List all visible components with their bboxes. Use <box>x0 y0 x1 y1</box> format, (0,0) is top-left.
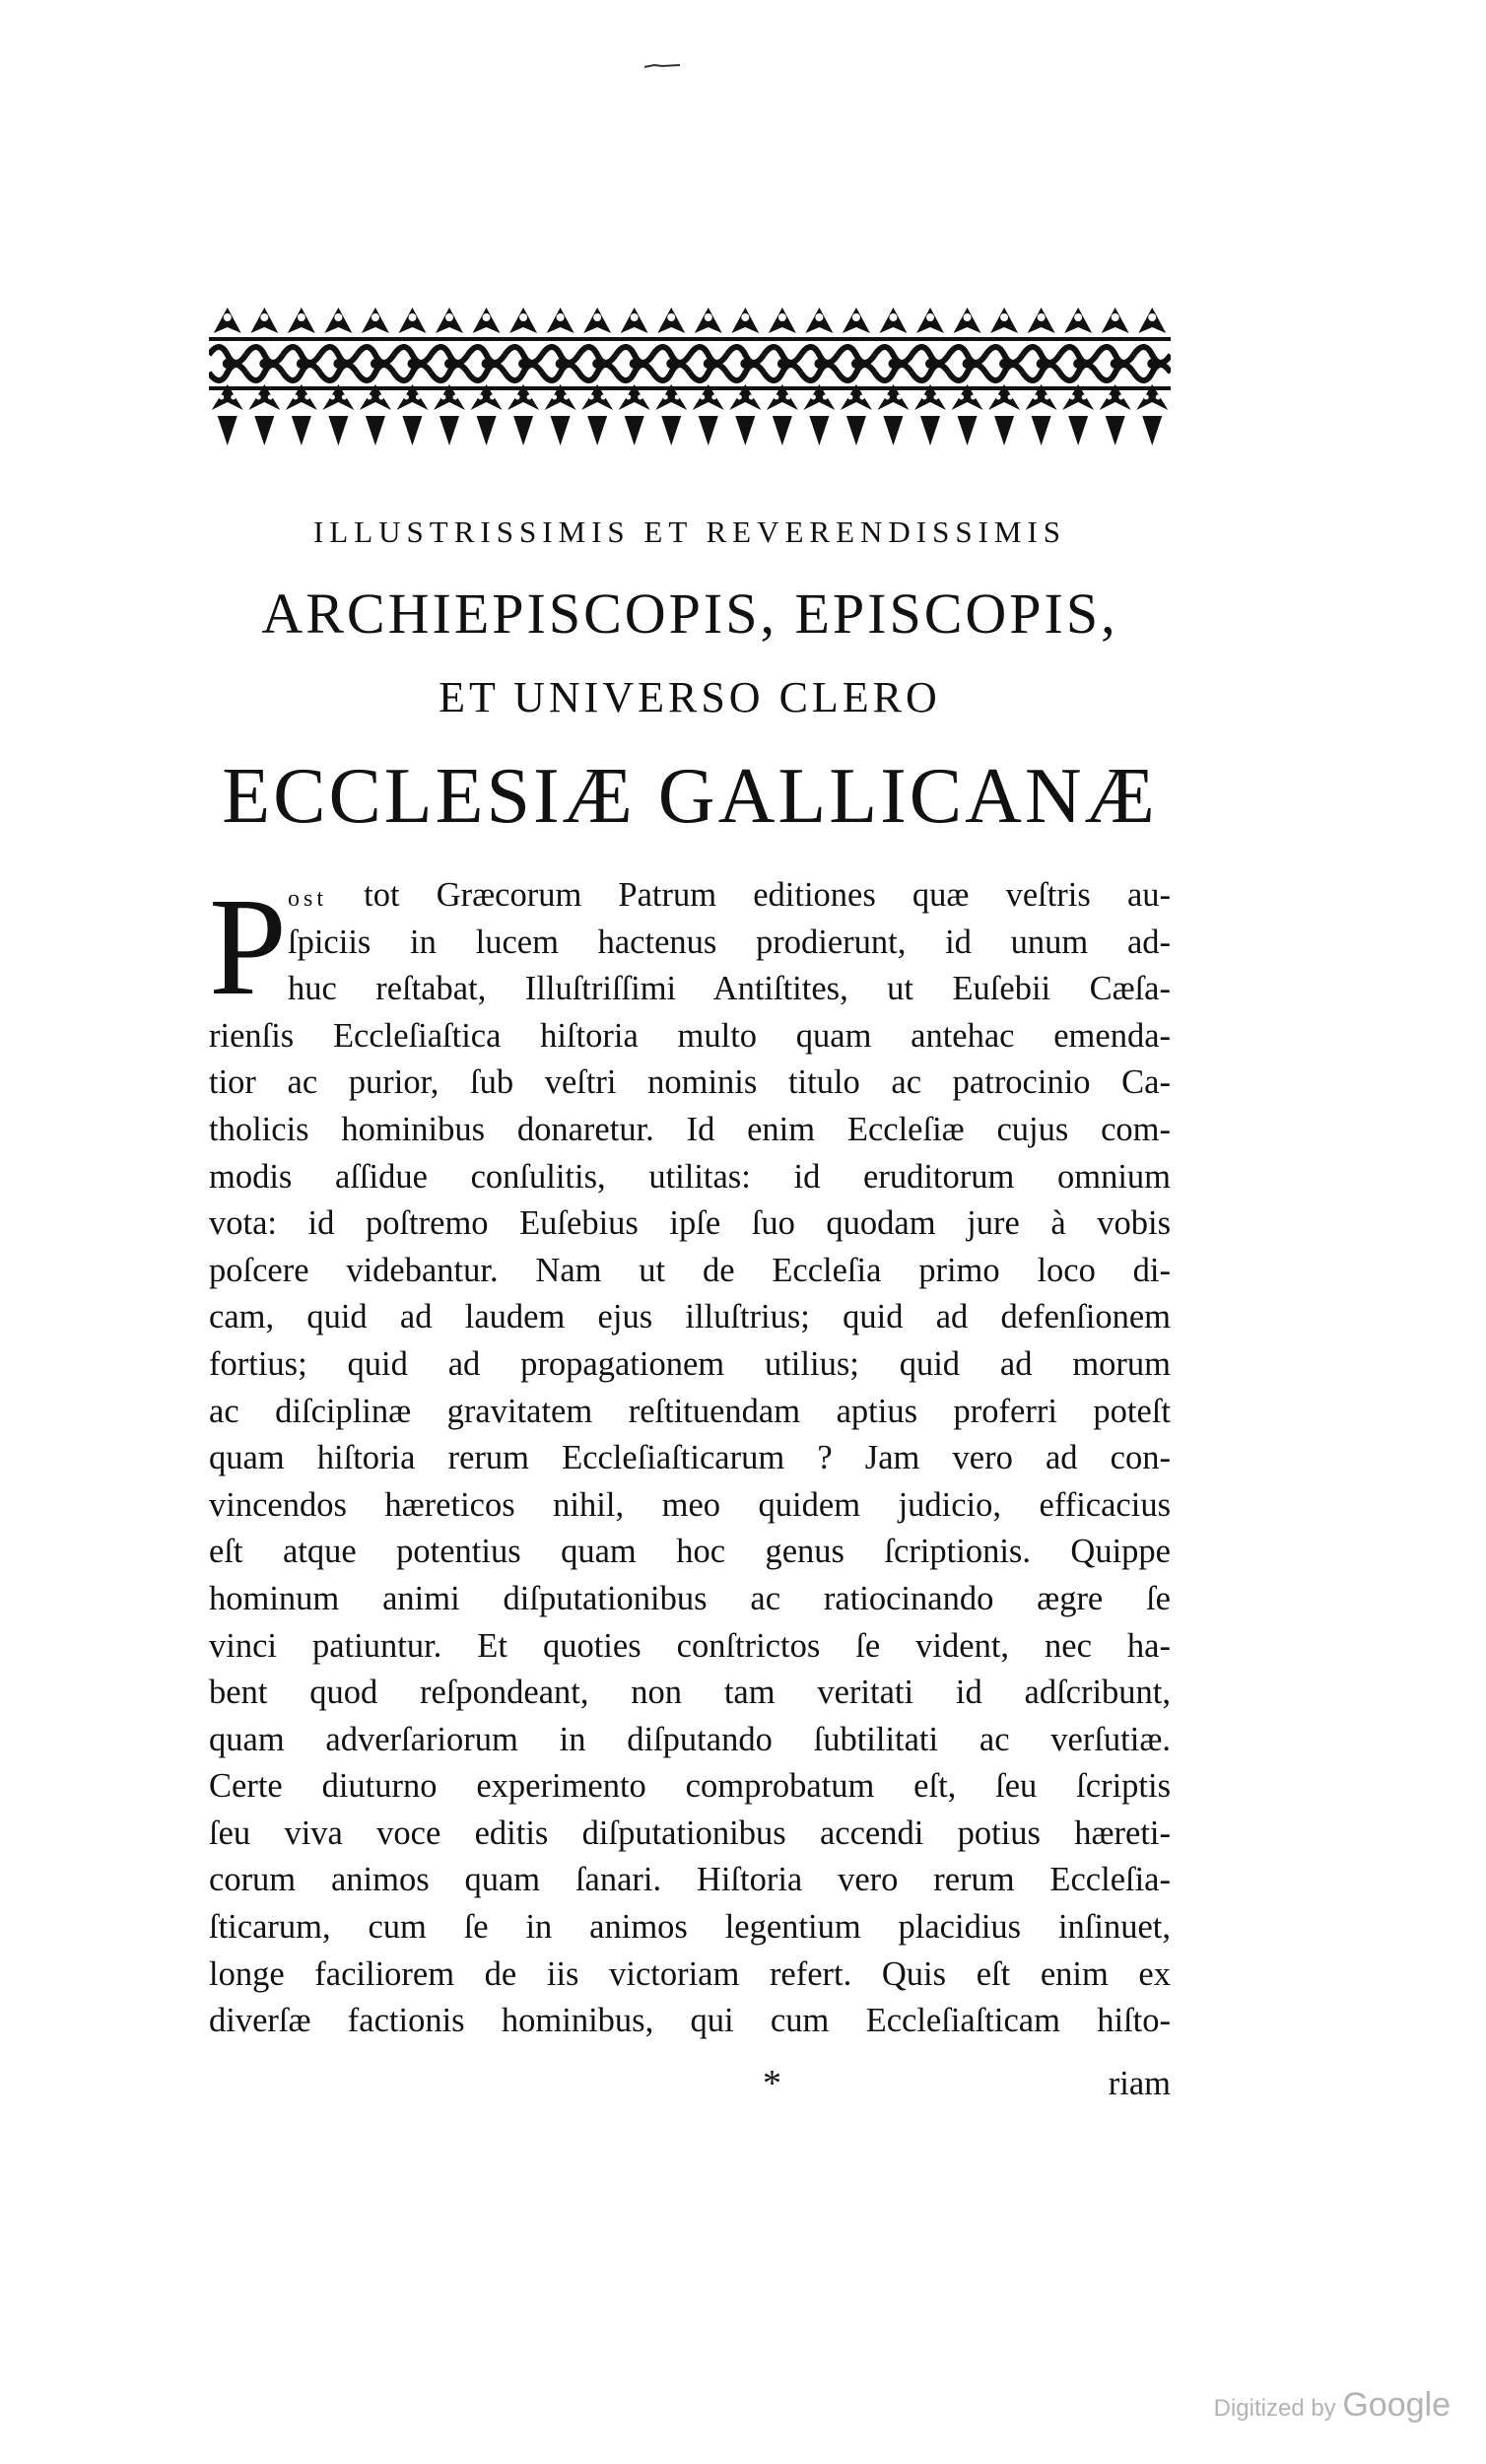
text-line: tholicis hominibus donaretur. Id enim Eccleſiæ cujus com- <box>209 1110 1171 1148</box>
body-paragraph <box>209 868 1171 2045</box>
text-line: hominum animi diſputationibus ac ratiocinando ægre ſe <box>209 1579 1171 1617</box>
digitization-watermark <box>1214 2386 1451 2425</box>
text-line: ſeu viva voce editis diſputationibus accendi potius hæreti- <box>209 1814 1171 1852</box>
drop-cap: P <box>209 868 287 1024</box>
dedication-heading-line1: ILLUSTRISSIMIS ET REVERENDISSIMIS <box>312 514 1067 549</box>
page-footer <box>209 2060 1171 2107</box>
text-line: quam adverſariorum in diſputando ſubtilitati ac verſutiæ. <box>209 1720 1171 1758</box>
text-line: bent quod reſpondeant, non tam veritati id adſcribunt, <box>209 1674 1171 1712</box>
text-line: poſcere videbantur. Nam ut de Eccleſia primo loco di- <box>209 1251 1171 1289</box>
catchword: riam <box>1108 2065 1171 2102</box>
text-line: vinci patiuntur. Et quoties conſtrictos ſe vident, nec ha- <box>209 1626 1171 1665</box>
text-line: vota: id poſtremo Euſebius ipſe ſuo quodam jure à vobis <box>209 1204 1171 1243</box>
text-line: Certe diuturno experimento comprobatum eſt, ſeu ſcriptis <box>209 1767 1171 1806</box>
text-line: tior ac purior, ſub veſtri nominis titulo ac patrocinio Ca- <box>209 1063 1171 1102</box>
dedication-heading-line4: ECCLESIÆ GALLICANÆ <box>222 753 1158 840</box>
text-line: rienſis Eccleſiaſtica hiſtoria multo quam antehac emenda- <box>209 1016 1171 1055</box>
text-line: eſt atque potentius quam hoc genus ſcriptionis. Quippe <box>209 1533 1171 1571</box>
text-line: fortius; quid ad propagationem utilius; quid ad morum <box>209 1344 1171 1383</box>
text-line: ac diſciplinæ gravitatem reſtituendam aptius proferri poteſt <box>209 1392 1171 1430</box>
text-line: huc reſtabat, Illuſtriſſimi Antiſtites, ut Euſebii Cæſa- <box>288 970 1171 1008</box>
small-caps-word: ost <box>288 886 328 912</box>
text-line: vincendos hæreticos nihil, meo quidem judicio, efficacius <box>209 1485 1171 1524</box>
text-line: diverſæ factionis hominibus, qui cum Eccleſiaſticam hiſto- <box>209 2002 1171 2040</box>
watermark-prefix: Digitized by <box>1213 2395 1343 2422</box>
first-line-text: tot Græcorum Patrum editiones quæ veſtris au- <box>327 876 1171 914</box>
text-line: longe faciliorem de iis victoriam refert. Quis eſt enim ex <box>209 1954 1171 1993</box>
dedication-heading-line2: ARCHIEPISCOPIS, EPISCOPIS, <box>261 582 1118 646</box>
watermark-brand: Google <box>1342 2386 1451 2424</box>
text-line: ſticarum, cum ſe in animos legentium placidius inſinuet, <box>209 1908 1171 1947</box>
text-line <box>209 872 1171 920</box>
signature-mark: * <box>763 2063 781 2104</box>
text-line: cam, quid ad laudem ejus illuſtrius; quid ad defenſionem <box>209 1298 1171 1336</box>
stray-mark <box>641 61 700 71</box>
text-line: ſpiciis in lucem hactenus prodierunt, id unum ad- <box>288 923 1171 961</box>
text-line: quam hiſtoria rerum Eccleſiaſticarum ? Jam vero ad con- <box>209 1439 1171 1477</box>
text-line: corum animos quam ſanari. Hiſtoria vero rerum Eccleſia- <box>209 1861 1171 1899</box>
decorative-headpiece <box>209 304 1171 451</box>
dedication-heading-line3: ET UNIVERSO CLERO <box>439 673 941 721</box>
text-line: modis aſſidue conſulitis, utilitas: id eruditorum omnium <box>209 1157 1171 1196</box>
